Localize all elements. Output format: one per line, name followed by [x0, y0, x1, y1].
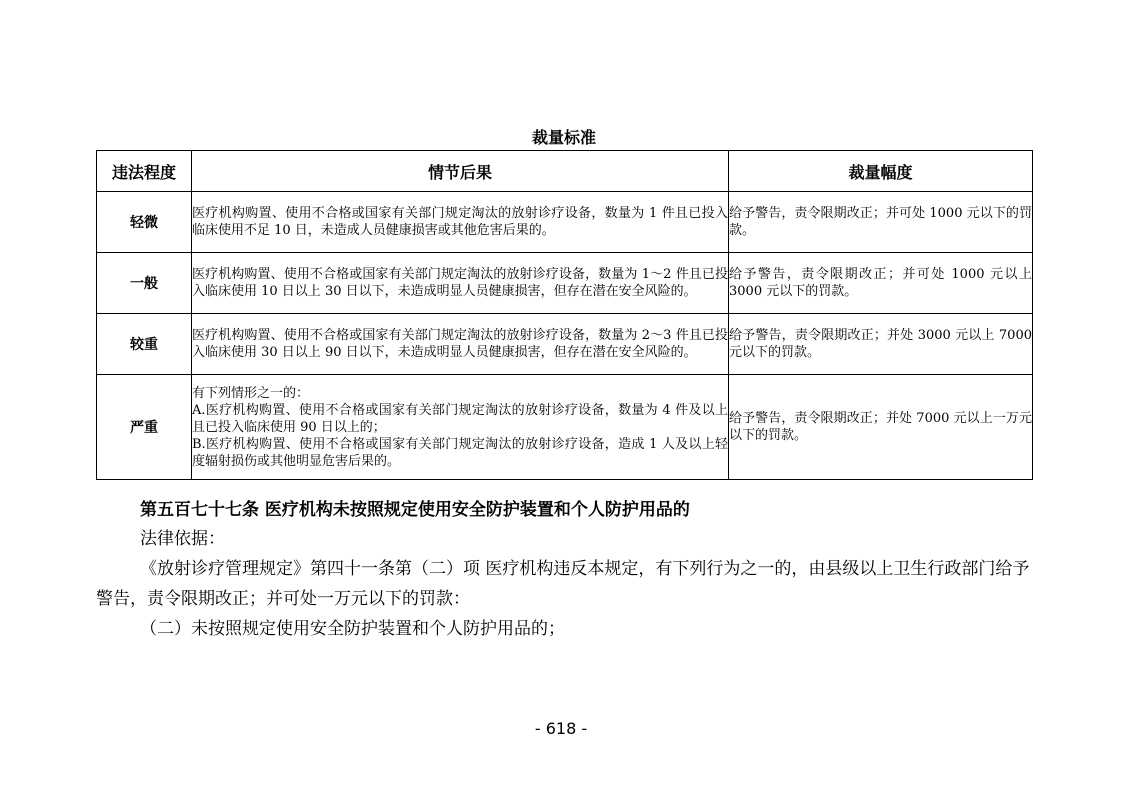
description-line: 医疗机构购置、使用不合格或国家有关部门规定淘汰的放射诊疗设备，数量为 1～2 件且已投入临床使用 10 日以上 30 日以下，未造成明显人员健康损害，但存在潜在安全风险的。 — [192, 267, 728, 299]
row-penalty: 给予警告，责令限期改正；并处 7000 元以上一万元以下的罚款。 — [729, 375, 1033, 480]
description-line: 有下列情形之一的： — [192, 385, 310, 401]
description-line: 医疗机构购置、使用不合格或国家有关部门规定淘汰的放射诊疗设备，数量为 1 件且已投入临床使用不足 10 日，未造成人员健康损害或其他危害后果的。 — [192, 206, 728, 238]
description-line: A.医疗机构购置、使用不合格或国家有关部门规定淘汰的放射诊疗设备，数量为 4 件及以上且已投入临床使用 90 日以上的； — [192, 402, 728, 435]
row-level: 轻微 — [97, 192, 192, 253]
table-row — [97, 314, 1033, 375]
row-level: 严重 — [97, 375, 192, 480]
table-row — [97, 192, 1033, 253]
header-penalty-range: 裁量幅度 — [729, 151, 1033, 192]
legal-basis-section — [96, 524, 1032, 644]
table-row — [97, 375, 1033, 480]
row-level: 一般 — [97, 253, 192, 314]
description-line: B.医疗机构购置、使用不合格或国家有关部门规定淘汰的放射诊疗设备，造成 1 人及以上轻度辐射损伤或其他明显危害后果的。 — [192, 436, 728, 469]
row-description — [192, 314, 729, 375]
table-row — [97, 253, 1033, 314]
row-description — [192, 375, 729, 480]
header-violation-level: 违法程度 — [97, 151, 192, 192]
row-description — [192, 192, 729, 253]
row-penalty: 给予警告，责令限期改正；并处 3000 元以上 7000 元以下的罚款。 — [729, 314, 1033, 375]
penalty-standard-table — [96, 150, 1033, 480]
table-header-row — [97, 151, 1033, 192]
table-title: 裁量标准 — [531, 128, 596, 147]
basis-label: 法律依据： — [140, 529, 225, 549]
row-penalty: 给予警告，责令限期改正；并可处 1000 元以上 3000 元以下的罚款。 — [729, 253, 1033, 314]
article-title: 第五百七十七条 医疗机构未按照规定使用安全防护装置和个人防护用品的 — [140, 500, 690, 520]
row-level: 较重 — [97, 314, 192, 375]
basis-text: 《放射诊疗管理规定》第四十一条第（二）项 医疗机构违反本规定，有下列行为之一的，由县级以上卫生行政部门给予警告，责令限期改正；并可处一万元以下的罚款： — [96, 559, 1030, 609]
row-description — [192, 253, 729, 314]
header-circumstances: 情节后果 — [192, 151, 729, 192]
page-number: - 618 - — [534, 719, 588, 738]
description-line: 医疗机构购置、使用不合格或国家有关部门规定淘汰的放射诊疗设备，数量为 2～3 件且已投入临床使用 30 日以上 90 日以下，未造成明显人员健康损害，但存在潜在安全风险的。 — [192, 328, 728, 360]
basis-item: （二）未按照规定使用安全防护装置和个人防护用品的； — [140, 619, 565, 639]
row-penalty: 给予警告，责令限期改正；并可处 1000 元以下的罚款。 — [729, 192, 1033, 253]
